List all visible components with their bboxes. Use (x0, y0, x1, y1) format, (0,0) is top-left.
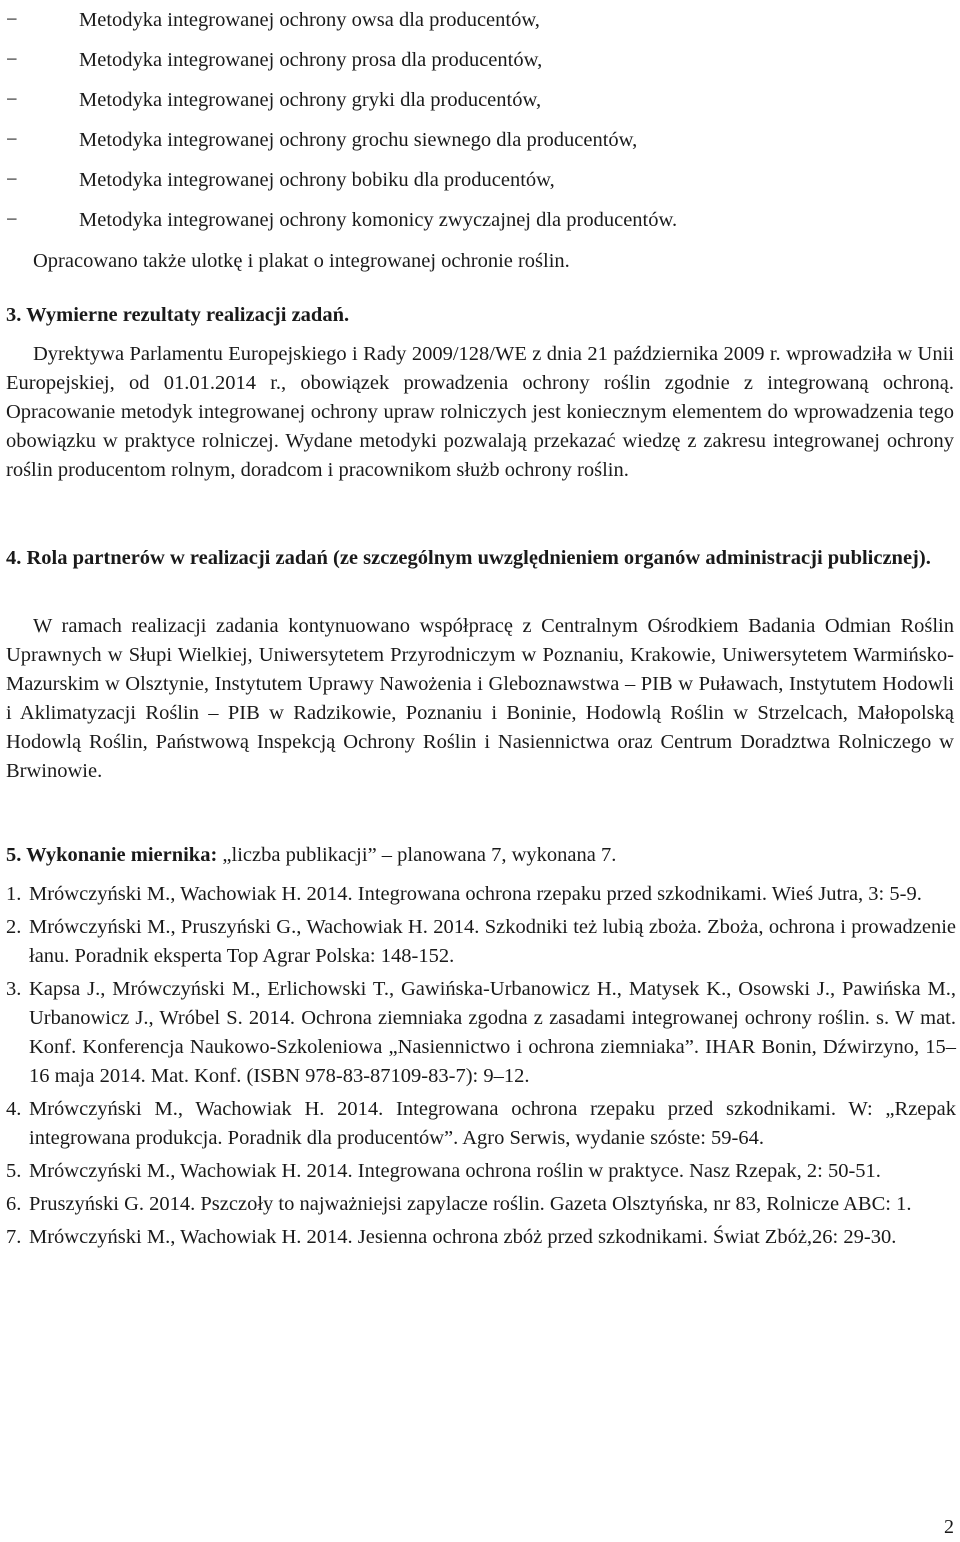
list-item: − Metodyka integrowanej ochrony bobiku dla producentów, (6, 160, 956, 200)
list-item: − Metodyka integrowanej ochrony owsa dla producentów, (6, 0, 956, 40)
publication-item: 2. Mrówczyński M., Pruszyński G., Wachowiak H. 2014. Szkodniki też lubią zboża. Zboża, ochrona i prowadzenie łanu. Poradnik eksperta Top Agrar Polska: 148-152. (6, 916, 956, 967)
dash-bullet: − (6, 88, 18, 111)
section-4-heading: 4. Rola partnerów w realizacji zadań (ze szczególnym uwzględnieniem organów administracji publicznej). (6, 547, 931, 569)
list-item: − Metodyka integrowanej ochrony prosa dla producentów, (6, 40, 956, 80)
list-note: Opracowano także ulotkę i plakat o integrowanej ochronie roślin. (33, 250, 570, 272)
publication-list (6, 880, 956, 1256)
publication-item: 4. Mrówczyński M., Wachowiak H. 2014. Integrowana ochrona rzepaku przed szkodnikami. W: „Rzepak integrowana produkcja. Poradnik dla producentów”. Agro Serwis, wydanie szóste: 59-64. (6, 1098, 956, 1149)
methodology-list (6, 0, 956, 240)
section-5-label: 5. Wykonanie miernika: (6, 844, 218, 866)
list-item: − Metodyka integrowanej ochrony komonicy zwyczajnej dla producentów. (6, 200, 956, 240)
publication-item: 3. Kapsa J., Mrówczyński M., Erlichowski T., Gawińska-Urbanowicz H., Matysek K., Osowski J., Pawińska M., Urbanowicz J., Wróbel S. 2014. Ochrona ziemniaka zgodna z zasadami integrowanej ochrony roślin. s. W mat. Konf. Konferencja Naukowo-Szkoleniowa „Nasiennictwo i ochrona ziemniaka”. IHAR Bonin, Dźwirzyno, 15–16 maja 2014. Mat. Konf. (ISBN 978-83-87109-83-7): 9–12. (6, 978, 956, 1087)
dash-bullet: − (6, 208, 18, 231)
list-item: − Metodyka integrowanej ochrony gryki dla producentów, (6, 80, 956, 120)
publication-item: 6. Pruszyński G. 2014. Pszczoły to najważniejsi zapylacze roślin. Gazeta Olsztyńska, nr 83, Rolnicze ABC: 1. (6, 1193, 912, 1215)
page-number: 2 (944, 1516, 954, 1538)
dash-bullet: − (6, 168, 18, 191)
publication-item: 1. Mrówczyński M., Wachowiak H. 2014. Integrowana ochrona rzepaku przed szkodnikami. Wieś Jutra, 3: 5-9. (6, 883, 922, 905)
section-3-heading: 3. Wymierne rezultaty realizacji zadań. (6, 304, 350, 326)
section-4-text (6, 612, 954, 786)
list-item: − Metodyka integrowanej ochrony grochu siewnego dla producentów, (6, 120, 956, 160)
publication-item: 5. Mrówczyński M., Wachowiak H. 2014. Integrowana ochrona roślin w praktyce. Nasz Rzepak, 2: 50-51. (6, 1160, 881, 1182)
publication-item: 7. Mrówczyński M., Wachowiak H. 2014. Jesienna ochrona zbóż przed szkodnikami. Świat Zbóż,26: 29-30. (6, 1226, 897, 1248)
dash-bullet: − (6, 48, 18, 71)
section-3-text (6, 340, 954, 485)
section-4-paragraph: W ramach realizacji zadania kontynuowano współpracę z Centralnym Ośrodkiem Badania Odmian Roślin Uprawnych w Słupi Wielkiej, Uniwersytetem Przyrodniczym w Poznaniu, Krakowie, Uniwersytetem Warmińsko-Mazurskim w Olsztynie, Instytutem Uprawy Nawożenia i Gleboznawstwa – PIB w Puławach, Instytutem Hodowli i Aklimatyzacji Roślin – PIB w Radzikowie, Poznaniu i Boninie, Hodowlą Roślin w Strzelcach, Małopolską Hodowlą Roślin, Państwową Inspekcją Ochrony Roślin i Nasiennictwa oraz Centrum Doradztwa Rolniczego w Brwinowie. (6, 615, 954, 782)
dash-bullet: − (6, 128, 18, 151)
section-5-heading (6, 841, 616, 870)
section-3-paragraph: Dyrektywa Parlamentu Europejskiego i Rady 2009/128/WE z dnia 21 października 2009 r. wprowadziła w Unii Europejskiej, od 01.01.2014 r., obowiązek prowadzenia ochrony roślin zgodnie z integrowaną ochroną. Opracowanie metodyk integrowanej ochrony upraw rolniczych jest koniecznym elementem do wprowadzenia tego obowiązku w praktyce rolniczej. Wydane metodyki pozwalają przekazać wiedzę z zakresu integrowanej ochrony roślin producentom rolnym, doradcom i pracownikom służb ochrony roślin. (6, 343, 954, 481)
dash-bullet: − (6, 8, 18, 31)
section-5-value: „liczba publikacji” – planowana 7, wykonana 7. (217, 844, 617, 866)
